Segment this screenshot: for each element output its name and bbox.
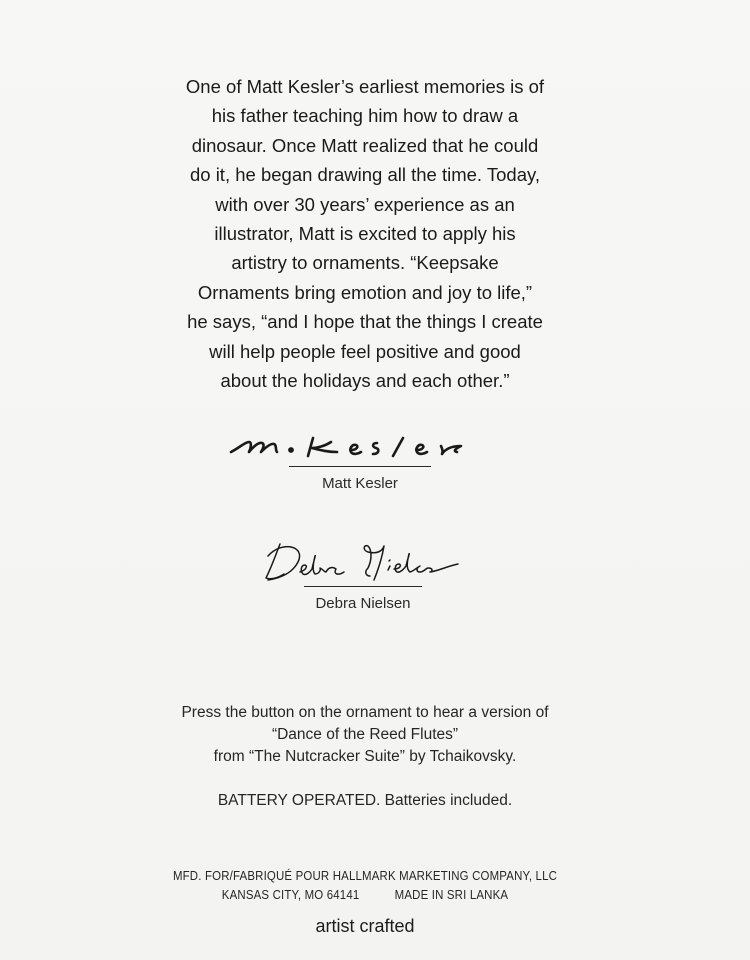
bio-line: One of Matt Kesler’s earliest memories is of <box>185 76 545 97</box>
signature-block-kesler <box>210 426 510 492</box>
signature-block-nielsen <box>230 536 496 612</box>
battery-notice: BATTERY OPERATED. Batteries included. <box>217 792 513 809</box>
artist-biography <box>120 72 610 395</box>
music-description <box>100 702 630 768</box>
kesler-handwritten-signature <box>225 426 495 466</box>
bio-line: Ornaments bring emotion and joy to life,” <box>197 281 533 303</box>
signer-name: Debra Nielsen <box>315 595 411 612</box>
music-line: “Dance of the Reed Flutes” <box>271 726 459 743</box>
bio-line: will help people feel positive and good <box>209 340 521 362</box>
bio-line: with over 30 years’ experience as an <box>215 193 515 215</box>
artist-crafted-label: artist crafted <box>315 916 415 936</box>
bio-line: his father teaching him how to draw a <box>211 105 519 127</box>
signature-line <box>289 466 431 467</box>
bio-line: illustrator, Matt is excited to apply his <box>214 223 516 245</box>
manufacturer-address: KANSAS CITY, MO 64141 <box>221 887 360 902</box>
bio-line: artistry to ornaments. “Keepsake <box>231 252 499 274</box>
nielsen-handwritten-signature <box>258 536 468 586</box>
signer-name: Matt Kesler <box>322 475 398 492</box>
bio-line: he says, “and I hope that the things I create <box>187 311 543 333</box>
manufacturer-line: MFD. FOR/FABRIQUÉ POUR HALLMARK MARKETING COMPANY, LLC <box>172 868 558 883</box>
bio-line: dinosaur. Once Matt realized that he could <box>191 134 539 156</box>
bio-line: about the holidays and each other.” <box>220 370 510 392</box>
bio-line: do it, he began drawing all the time. Today, <box>189 164 540 186</box>
music-line: from “The Nutcracker Suite” by Tchaikovsky. <box>213 748 517 765</box>
music-line: Press the button on the ornament to hear a version of <box>181 704 549 721</box>
signature-line <box>304 586 422 587</box>
country-of-origin: MADE IN SRI LANKA <box>394 887 509 902</box>
manufacturer-info <box>132 866 598 904</box>
manufacturer-address-line <box>132 885 598 904</box>
